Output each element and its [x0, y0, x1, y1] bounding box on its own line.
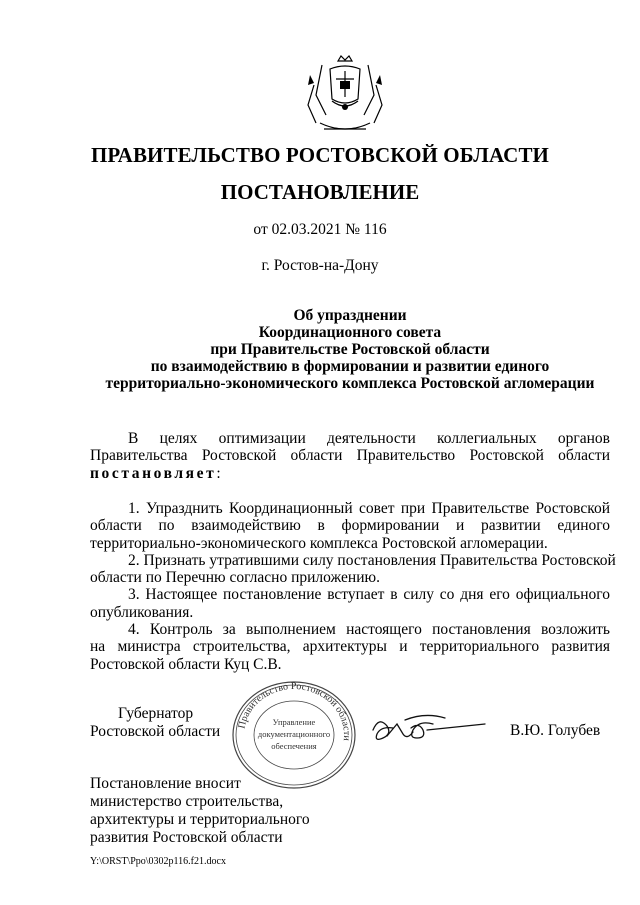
preamble-paragraph: [90, 430, 610, 482]
signatory-name: В.Ю. Голубев: [510, 722, 601, 739]
seal-ring-text: Правительство Ростовской области: [236, 680, 353, 742]
seal-line: обеспечения: [271, 741, 317, 751]
decree-colon: :: [216, 464, 221, 482]
title-line: Об упразднении: [293, 307, 407, 324]
file-path-footer: Y:\ORST\Ppo\0302p116.f21.docx: [90, 856, 226, 867]
signatory-title: [90, 705, 220, 741]
decree-line: [90, 465, 610, 482]
item-line: на министра строительства, архитектуры и территориального развития: [90, 638, 610, 656]
note-line: развития Ростовской области: [90, 829, 283, 846]
title-line: территориально-экономического комплекса Ростовской агломерации: [105, 375, 595, 392]
preamble-line: В целях оптимизации деятельности коллегиальных органов: [128, 430, 610, 447]
item-line: территориально-экономического комплекса Ростовской агломерации.: [90, 534, 548, 552]
note-line: архитектуры и территориального: [90, 811, 310, 828]
organization-heading: ПРАВИТЕЛЬСТВО РОСТОВСКОЙ ОБЛАСТИ: [91, 143, 549, 167]
item-line: опубликования.: [90, 603, 194, 621]
signatory-title-line: Ростовской области: [90, 723, 221, 740]
decree-items: [90, 500, 616, 673]
item-line: 1. Упразднить Координационный совет при Правительстве Ростовской: [128, 500, 610, 517]
item-line: 3. Настоящее постановление вступает в силу со дня его официального: [128, 586, 610, 604]
item-line: Ростовской области Куц С.В.: [90, 655, 282, 673]
document-type-heading: ПОСТАНОВЛЕНИЕ: [220, 180, 420, 204]
seal-line: Управление: [272, 717, 316, 727]
preamble-line: Правительства Ростовской области Правительство Ростовской области: [90, 447, 610, 465]
note-line: министерство строительства,: [90, 793, 284, 810]
date-and-number: от 02.03.2021 № 116: [253, 221, 387, 238]
document-title: [90, 307, 610, 392]
city-line: г. Ростов-на-Дону: [261, 257, 379, 274]
coat-of-arms-icon: [300, 55, 390, 135]
handwritten-signature: [365, 708, 495, 753]
submitted-by-note: [90, 775, 310, 847]
note-line: Постановление вносит: [90, 775, 241, 792]
decree-word: постановляет: [90, 464, 217, 482]
title-line: Координационного совета: [258, 324, 442, 341]
item-line: 4. Контроль за выполнением настоящего постановления возложить: [128, 621, 610, 639]
signatory-title-line: Губернатор: [118, 705, 194, 722]
title-line: при Правительстве Ростовской области: [210, 341, 490, 358]
seal-line: документационного: [257, 729, 331, 739]
official-seal-stamp: [230, 680, 358, 790]
item-line: области по взаимодействию в формировании и развитии единого: [90, 517, 610, 535]
title-line: по взаимодействию в формировании и развитии единого: [150, 358, 550, 375]
item-line: области по Перечню согласно приложению.: [90, 569, 380, 587]
item-line: 2. Признать утратившими силу постановления Правительства Ростовской: [128, 551, 616, 569]
